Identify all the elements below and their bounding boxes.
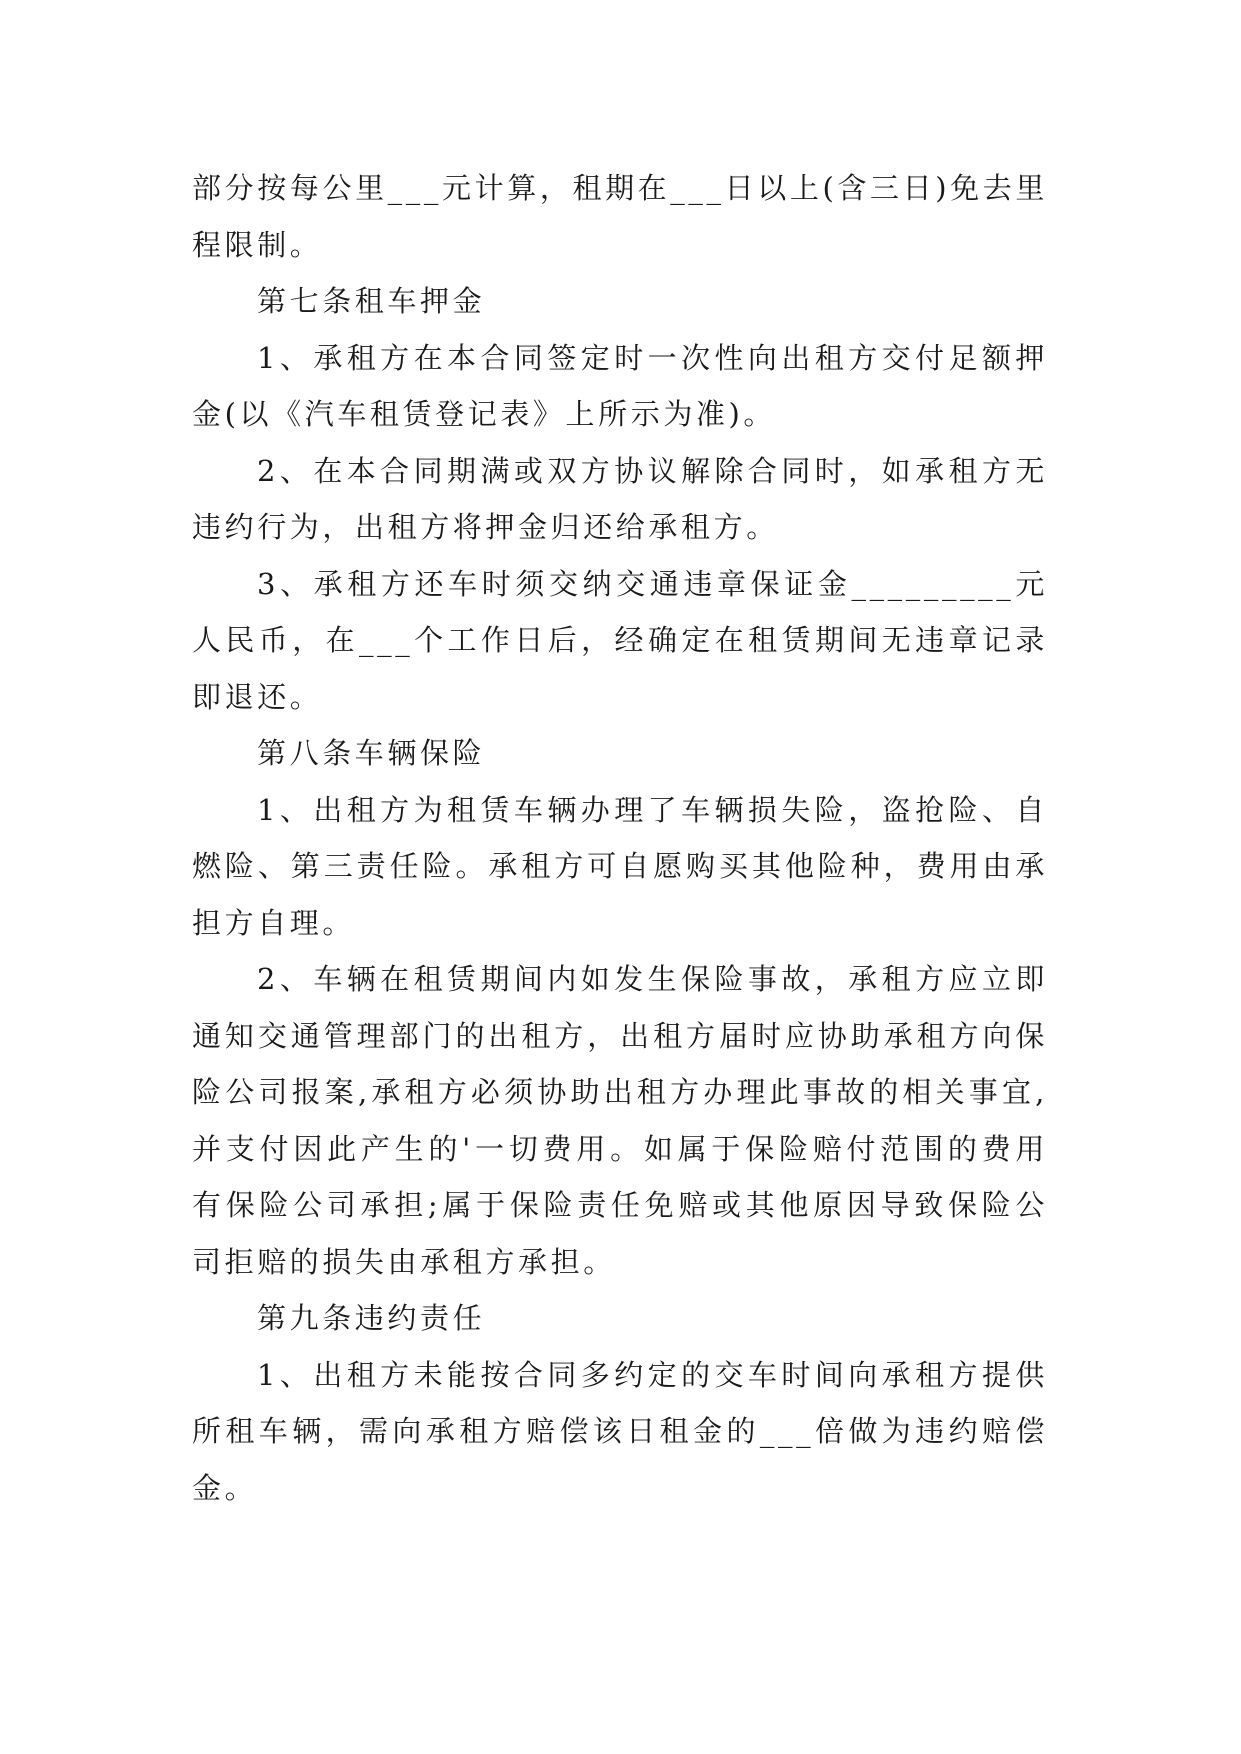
paragraph-article-7-item-3: 3、承租方还车时须交纳交通违章保证金_________元人民币，在___个工作日后，经确定在租赁期间无违章记录即退还。 xyxy=(192,566,1048,714)
heading-article-8-insurance: 第八条车辆保险 xyxy=(257,736,486,770)
paragraph-mileage-continuation: 部分按每公里___元计算，租期在___日以上(含三日)免去里程限制。 xyxy=(192,171,1048,262)
heading-article-7-deposit: 第七条租车押金 xyxy=(257,284,486,318)
paragraph-article-8-item-1: 1、出租方为租赁车辆办理了车辆损失险，盗抢险、自燃险、第三责任险。承租方可自愿购买其他险种，费用由承担方自理。 xyxy=(192,792,1048,940)
paragraph-article-7-item-1: 1、承租方在本合同签定时一次性向出租方交付足额押金(以《汽车租赁登记表》上所示为准)。 xyxy=(192,340,1048,431)
paragraph-article-9-item-1: 1、出租方未能按合同多约定的交车时间向承租方提供所租车辆，需向承租方赔偿该日租金的___倍做为违约赔偿金。 xyxy=(192,1357,1048,1505)
paragraph-article-7-item-2: 2、在本合同期满或双方协议解除合同时，如承租方无违约行为，出租方将押金归还给承租方。 xyxy=(192,453,1048,544)
paragraph-article-8-item-2: 2、车辆在租赁期间内如发生保险事故，承租方应立即通知交通管理部门的出租方，出租方届时应协助承租方向保险公司报案,承租方必须协助出租方办理此事故的相关事宜,并支付因此产生的'一切费用。如属于保险赔付范围的费用有保险公司承担;属于保险责任免赔或其他原因导致保险公司拒赔的损失由承租方承担。 xyxy=(192,962,1048,1279)
heading-article-9-liability: 第九条违约责任 xyxy=(257,1301,486,1335)
document-page xyxy=(192,160,1048,1516)
